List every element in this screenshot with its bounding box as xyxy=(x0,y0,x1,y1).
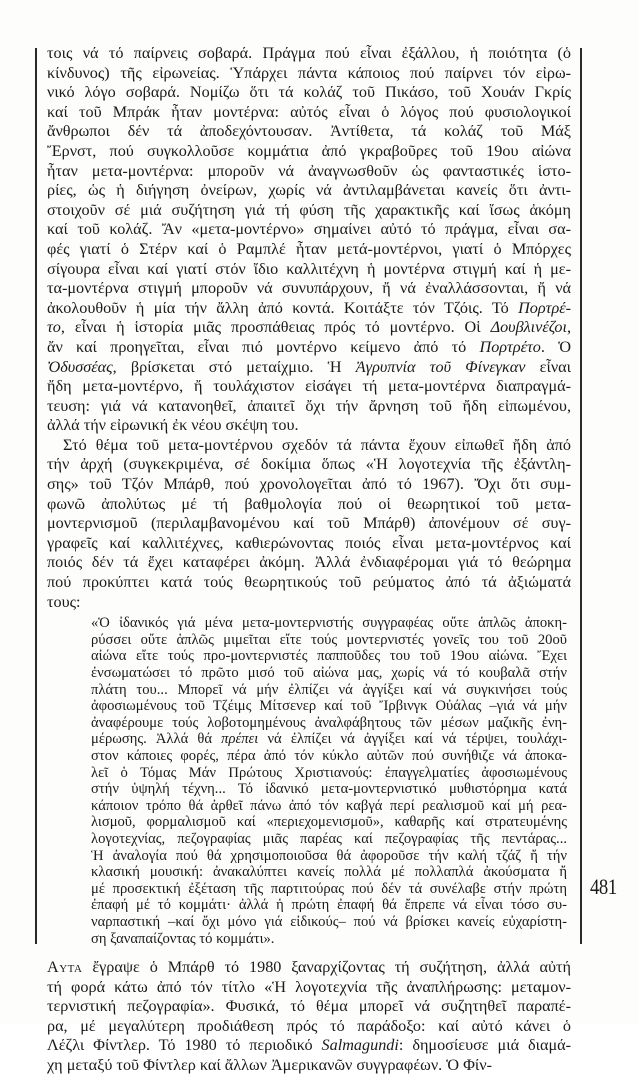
text-line xyxy=(47,299,571,319)
text-line xyxy=(91,715,567,732)
text-line xyxy=(47,318,571,338)
text-run: ναρπαστική –καί ὄχι μόνο γιά εἰδικούς– πού νά βρίσκει κανείς εὐχαρίστη- xyxy=(91,913,567,930)
text-line xyxy=(47,593,571,613)
text-line xyxy=(47,142,571,162)
text-line xyxy=(47,436,571,456)
text-run: Ἡ ἀναλογία πού θά χρησιμοποιοῦσα θά ἀφοροῦσε τήν καλή τζάζ ἤ τήν xyxy=(91,847,567,864)
text-line xyxy=(91,648,567,665)
text-line xyxy=(47,201,571,221)
text-run: τοις νά τό παίρνεις σοβαρά. Πράγμα πού εἶναι ἐξάλλου, ἡ ποιότητα (ὁ xyxy=(47,44,571,62)
text-line xyxy=(91,731,567,748)
text-line xyxy=(47,162,571,182)
text-line xyxy=(91,682,567,699)
text-line xyxy=(47,83,571,103)
text-run: λεῖ ὁ Τόμας Μάν Πρώτους Χριστιανούς: ἐπαγγελματίες ἀφοσιωμένους xyxy=(91,764,567,781)
text-line xyxy=(47,1036,571,1056)
text-line xyxy=(47,44,571,64)
text-run: ἀκολουθοῦν ἡ μία τήν ἄλλη ἀπό κοντά. Κοιτάξτε τόν Τζόις. Τό xyxy=(47,298,519,317)
text-line xyxy=(47,220,571,240)
small-caps-lead: Αυτα xyxy=(47,958,83,977)
text-line xyxy=(47,64,571,84)
text-line xyxy=(47,534,571,554)
text-run: Ἔρνστ, πού συγκολλοῦσε κομμάτια ἀπό γκραβοῦρες τοῦ 19ου αἰώνα xyxy=(47,141,571,160)
text-run: ρίες, ὡς ἡ διήγηση ὀνείρων, χωρίς νά ἀντιλαμβάνεται κανείς ὅτι ἀντι- xyxy=(47,181,571,200)
text-line xyxy=(91,914,567,931)
text-run: αἰώνα εἴτε τούς προ-μοντερνιστές παπποῦδες του τοῦ 19ου αἰώνα. Ἔχει xyxy=(91,648,567,665)
right-margin-rule xyxy=(580,48,582,944)
block-quote xyxy=(47,615,567,947)
text-line xyxy=(91,931,567,948)
text-line xyxy=(47,997,571,1017)
text-run: νικό λόγο σοβαρά. Νομίζω ὅτι τά κολάζ τοῦ Πικάσο, τοῦ Χουάν Γκρίς xyxy=(47,83,571,102)
italic-title: Πορτρέ- xyxy=(518,298,571,317)
text-run: ποιός δέν τά ἔχει καταφέρει ἀκόμη. Ἀλλά ἐνδιαφέρομαι γιά τό θεώρημα xyxy=(47,553,571,572)
text-line xyxy=(47,397,571,417)
text-run: φωνῶ ἀπολύτως μέ τή βαθμολογία πού οἱ θεωρητικοί τοῦ μετα- xyxy=(47,494,571,513)
text-run: , xyxy=(566,318,571,337)
text-run: τήν ἀρχή (συγκεκριμένα, σέ δοκίμια ὅπως «Ἡ λογοτεχνία τῆς ἐξάντλη- xyxy=(47,455,571,474)
text-run: μέ προσεκτική ἐξέταση τῆς παρτιτούρας πού δέν τά συνέλαβε στήν πρώτη xyxy=(91,880,567,897)
text-run: εἶναι xyxy=(525,357,571,376)
text-line xyxy=(47,475,571,495)
text-run: ἐπαφή μέ τό κομμάτι· ἀλλά ἡ πρώτη ἐπαφή θά ἔπρεπε νά εἶναι τόσο συ- xyxy=(91,897,567,914)
text-line xyxy=(47,279,571,299)
text-run: τα-μοντέρνα στιγμή μποροῦν νά συνυπάρχουν, ἤ νά ἐναλλάσσονται, ἤ νά xyxy=(47,279,571,298)
text-line xyxy=(91,615,567,632)
italic-title: Πορτρέτο xyxy=(479,337,541,356)
text-run: μοντερνισμοῦ (περιλαμβανομένου καί τοῦ Μπάρθ) ἀπονέμουν σέ συγ- xyxy=(47,514,571,533)
italic-title: πρέπει xyxy=(221,731,259,748)
italic-title: το xyxy=(47,318,61,337)
text-run: φές γιατί ὁ Στέρν καί ὁ Ραμπλέ ἦταν μετά-μοντέρνοι, γιατί ὁ Μπόρχες xyxy=(47,239,571,258)
text-run: ἦταν μετα-μοντέρνα: μποροῦν νά ἀναγνωσθοῦν ὡς φανταστικές ἱστο- xyxy=(47,161,571,180)
text-run: ση ξαναπαίζοντας τό κομμάτι». xyxy=(91,930,275,947)
paragraph-gap xyxy=(47,947,571,958)
text-run: στον κάποιες φορές, πέρα ἀπό τόν κύκλο αὐτῶν πού συνήθιζε νά ἀποκα- xyxy=(91,747,567,764)
text-line xyxy=(47,338,571,358)
text-run: κίνδυνος) τῆς εἰρωνείας. Ὑπάρχει πάντα κάποιος πού παίρνει τόν εἰρω- xyxy=(47,63,571,82)
text-line xyxy=(47,103,571,123)
text-run: κάποιον τρόπο θά ἀρθεῖ πάνω ἀπό τόν καβγά περί ρεαλισμοῦ καί μή ρεα- xyxy=(91,797,567,814)
text-line xyxy=(91,765,567,782)
text-run: στοιχοῦν σέ μιά συζήτηση γιά τή φύση τῆς χαρακτικῆς καί ἴσως ἀκόμη xyxy=(47,200,571,219)
text-run: τερνιστική πεζογραφία». Φυσικά, τό θέμα μπορεῖ νά συζητηθεῖ παραπέ- xyxy=(47,997,571,1016)
text-run: ἔγραψε ὁ Μπάρθ τό 1980 ξαναρχίζοντας τή συζήτηση, ἀλλά αὐτή xyxy=(82,958,571,977)
text-run: τευση: γιά νά κατανοηθεῖ, ἀπαιτεῖ ὄχι τήν ἄρνηση τοῦ ἤδη εἰπωμένου, xyxy=(47,396,571,415)
paragraph-1 xyxy=(47,44,571,436)
text-run: ρα, μέ μεγαλύτερη προδιάθεση πρός τό παράδοξο: καί αὐτό κάνει ὁ xyxy=(47,1016,571,1035)
text-line xyxy=(47,416,571,436)
text-run: πού προκύπτει κατά τούς θεωρητικούς τοῦ ρεύματος ἀπό τά ἀξιώματά xyxy=(47,573,571,592)
text-line xyxy=(47,358,571,378)
text-line xyxy=(47,978,571,998)
paragraph-3 xyxy=(47,958,571,1076)
text-line xyxy=(91,897,567,914)
page-number: 481 xyxy=(590,874,617,899)
text-run: ἐνσωματώσει τό πρῶτο μισό τοῦ αἰώνα μας, χωρίς νά τό κουβαλᾶ στήν xyxy=(91,665,567,681)
text-line xyxy=(47,514,571,534)
text-run: σίγουρα εἶναι καί γιατί στόν ἴδιο καλλιτέχνη ἡ μοντέρνα στιγμή καί ἡ με- xyxy=(47,259,571,278)
text-run: Στό θέμα τοῦ μετα-μοντέρνου σχεδόν τά πάντα ἔχουν εἰπωθεῖ ἤδη ἀπό xyxy=(63,435,571,454)
text-line xyxy=(47,240,571,260)
text-run: ἀλλά τήν εἰρωνική ἐκ νέου σκέψη του. xyxy=(47,416,299,435)
text-run: , βρίσκεται στό μεταίχμιο. Ἡ xyxy=(112,357,356,376)
text-line xyxy=(91,798,567,815)
text-line xyxy=(47,181,571,201)
text-run: Λέζλι Φίντλερ. Τό 1980 τό περιοδικό xyxy=(47,1036,322,1055)
text-run: ἤδη μετα-μοντέρνο, ἤ τουλάχιστον εἰσάγει τή μετα-μοντέρνα διαπραγμά- xyxy=(47,377,571,396)
text-run: ρύσσει οὔτε ἁπλῶς μιμεῖται εἴτε τούς μοντερνιστές γονεῖς του τοῦ 20οῦ xyxy=(91,631,567,648)
text-line xyxy=(91,831,567,848)
italic-title: Δουβλινέζοι xyxy=(490,318,567,337)
text-run: τή φορά κάτω ἀπό τόν τίτλο «Ἡ λογοτεχνία τῆς ἀναπλήρωσης: μεταμον- xyxy=(47,977,571,996)
paragraph-2 xyxy=(47,436,571,612)
text-line xyxy=(47,495,571,515)
text-run: χη μεταξύ τοῦ Φίντλερ καί ἄλλων Ἀμερικανῶν συγγραφέων. Ὁ Φίν- xyxy=(47,1056,492,1075)
text-line xyxy=(91,632,567,649)
text-line xyxy=(47,377,571,397)
text-run: «Ὁ ἰδανικός γιά μένα μετα-μοντερνιστής συγγραφέας οὔτε ἁπλῶς ἀποκη- xyxy=(91,615,567,632)
text-run: ἀναφέρουμε τούς λοβοτομημένους ἀναλφάβητους τῶν μέσων μαζικῆς ἐνη- xyxy=(91,714,567,731)
text-run: κλασική μουσική: ἀνακαλύπτει κανείς πολλά μέ πολλαπλά ἀκούσματα ἤ xyxy=(91,864,567,881)
text-run: , εἶναι ἡ ἱστορία μιᾶς προσπάθειας πρός τό μοντέρνο. Οἱ xyxy=(60,318,491,337)
italic-title: Ὀδυσσέας xyxy=(47,357,113,376)
text-run: λισμοῦ, φορμαλισμοῦ καί «περιεχομενισμοῦ», καθαρῆς καί στρατευμένης xyxy=(91,814,567,831)
text-run: γραφεῖς καί καλλιτέχνες, καθιερώνοντας ποιός εἶναι μετα-μοντέρνος καί xyxy=(47,533,571,552)
italic-title: Salmagundi xyxy=(321,1036,399,1055)
text-line xyxy=(47,1017,571,1037)
text-run: στήν ὑψηλή τέχνη... Τό ἰδανικό μετα-μοντερνιστικό μυθιστόρημα κατά xyxy=(91,781,567,798)
left-margin-rule xyxy=(35,48,37,944)
text-run: καί τοῦ Μπράκ ἦταν μοντέρνα: αὐτός εἶναι ὁ λόγος πού φυσιολογικοί xyxy=(47,102,571,121)
text-line xyxy=(91,814,567,831)
text-line xyxy=(91,665,567,682)
text-line xyxy=(91,748,567,765)
italic-title: Ἀγρυπνία τοῦ Φίνεγκαν xyxy=(355,357,526,376)
text-run: . Ὁ xyxy=(540,337,571,356)
text-line xyxy=(91,781,567,798)
text-line xyxy=(47,553,571,573)
text-run: λογοτεχνίας, πεζογραφίας μιᾶς παρέας καί πεζογραφίας τῆς πεντάρας... xyxy=(91,830,567,847)
text-line xyxy=(47,260,571,280)
text-line xyxy=(47,122,571,142)
text-run: ἀφοσιωμένους τοῦ Τζέιμς Μίτσενερ καί τοῦ Ἴρβινγκ Οὐάλας –γιά νά μήν xyxy=(91,698,567,715)
text-run: ἄν καί προηγεῖται, εἶναι πιό μοντέρνο κείμενο ἀπό τό xyxy=(47,337,480,356)
text-run: καί τοῦ κολάζ. Ἄν «μετα-μοντέρνο» σημαίνει αὐτό τό πράγμα, εἶναι σα- xyxy=(47,220,571,239)
text-line xyxy=(47,455,571,475)
text-run: πλάτη του... Μπορεῖ νά μήν ἐλπίζει νά ἀγγίξει καί νά συγκινήσει τούς xyxy=(91,681,567,698)
text-line xyxy=(91,864,567,881)
text-line xyxy=(91,698,567,715)
body-text xyxy=(47,44,571,1076)
text-run: : δημοσίευσε μιά διαμά- xyxy=(398,1036,571,1055)
text-run: μέρωσης. Ἀλλά θά xyxy=(91,731,222,748)
text-line xyxy=(47,958,571,978)
text-run: τους: xyxy=(47,592,81,611)
text-run: σης» τοῦ Τζόν Μπάρθ, πού χρονολογεῖται ἀπό τό 1967). Ὄχι ὅτι συμ- xyxy=(47,475,571,494)
text-line xyxy=(47,573,571,593)
text-line xyxy=(91,848,567,865)
text-run: νά ἐλπίζει νά ἀγγίξει καί νά τέρψει, τουλάχι- xyxy=(258,731,568,748)
text-run: ἄνθρωποι δέν τά ἀποδεχόντουσαν. Ἀντίθετα, τά κολάζ τοῦ Μάξ xyxy=(47,122,571,141)
text-line xyxy=(91,881,567,898)
text-line xyxy=(47,1056,571,1076)
